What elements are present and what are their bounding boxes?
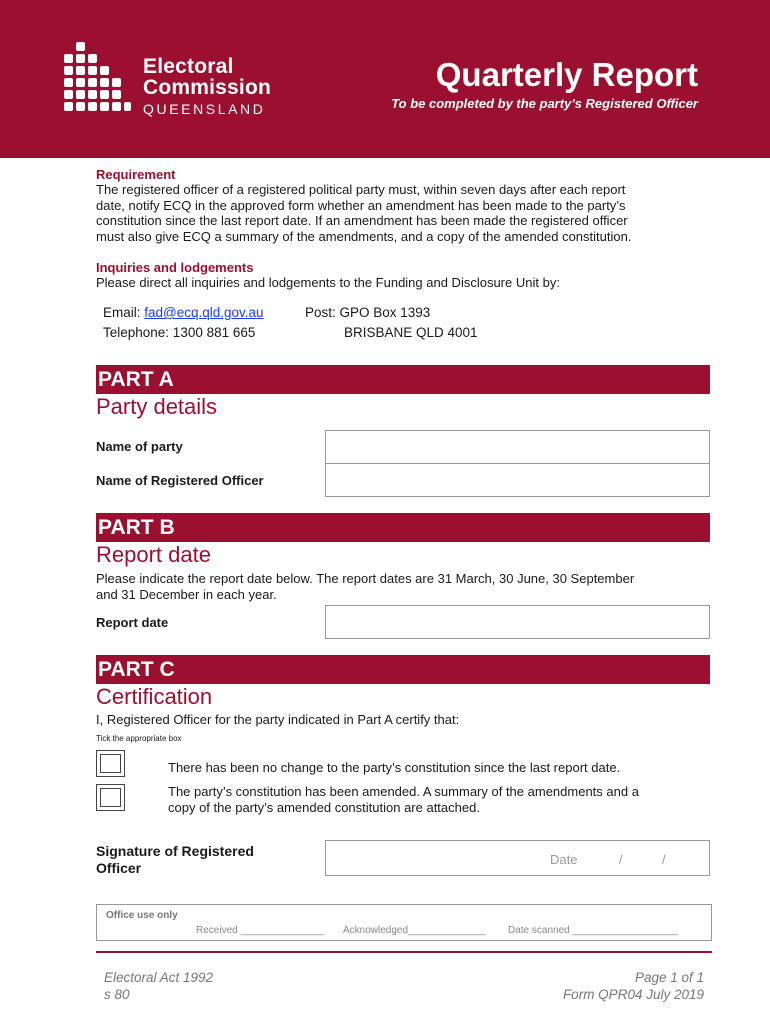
report-date-text — [96, 571, 634, 602]
requirement-line: date, notify ECQ in the approved form whether an amendment has been made to the party’s — [96, 197, 626, 213]
date-separator: / — [619, 852, 623, 867]
date-separator: / — [662, 852, 666, 867]
email-link[interactable]: fad@ecq.qld.gov.au — [144, 305, 264, 320]
telephone-line: Telephone: 1300 881 665 — [103, 325, 256, 340]
signature-label-line: Signature of Registered — [96, 843, 254, 859]
logo-line2: Commission — [143, 76, 272, 99]
part-b-subtitle: Report date — [96, 542, 211, 567]
inquiries-heading: Inquiries and lodgements — [96, 260, 254, 275]
part-a-title: PART A — [98, 368, 174, 391]
requirement-heading: Requirement — [96, 167, 176, 182]
part-b-bar — [96, 513, 710, 542]
date-label: Date — [550, 852, 578, 867]
footer-page: Page 1 of 1 — [634, 970, 704, 985]
amended-checkbox[interactable] — [96, 784, 125, 811]
ecq-logo-icon — [62, 42, 132, 114]
post-line2: BRISBANE QLD 4001 — [344, 325, 478, 340]
report-date-line: and 31 December in each year. — [96, 586, 277, 602]
part-c-bar — [96, 655, 710, 684]
no-change-option-text: There has been no change to the party’s constitution since the last report date. — [168, 760, 621, 775]
document-title: Quarterly Report — [435, 56, 698, 93]
footer-rule — [96, 951, 712, 953]
post-line1: Post: GPO Box 1393 — [305, 305, 431, 320]
signature-label-line: Officer — [96, 860, 142, 876]
requirement-text — [96, 182, 631, 244]
date-scanned-field: Date scanned ___________________ — [508, 925, 679, 936]
signature-label — [96, 843, 254, 877]
document-subtitle: To be completed by the party’s Registered Officer — [391, 96, 698, 111]
logo-wordmark — [143, 56, 271, 117]
inquiries-text: Please direct all inquiries and lodgements to the Funding and Disclosure Unit by: — [96, 275, 560, 290]
header-banner — [0, 0, 770, 158]
report-date-label: Report date — [96, 615, 169, 630]
footer-act: Electoral Act 1992 — [104, 970, 214, 985]
footer-left — [104, 969, 213, 1003]
logo-line1: Electoral — [143, 55, 234, 78]
requirement-line: The registered officer of a registered political party must, within seven days after each report — [96, 182, 626, 197]
amended-option-text — [168, 784, 639, 815]
amended-option-line: The party’s constitution has been amended. A summary of the amendments and a — [168, 784, 639, 799]
footer-right — [563, 969, 704, 1003]
no-change-checkbox[interactable] — [96, 750, 125, 777]
report-date-line: Please indicate the report date below. The report dates are 31 March, 30 June, 30 September — [96, 571, 635, 586]
part-b-title: PART B — [98, 516, 175, 539]
part-c-subtitle: Certification — [96, 684, 213, 709]
email-line — [103, 305, 264, 320]
report-date-field[interactable] — [325, 605, 710, 639]
email-label: Email: — [103, 305, 145, 320]
certification-intro: I, Registered Officer for the party indicated in Part A certify that: — [96, 712, 460, 727]
signature-field[interactable] — [325, 840, 710, 876]
logo-line3: QUEENSLAND — [143, 101, 266, 117]
requirement-line: must also give ECQ a summary of the amendments, and a copy of the amended constitution. — [96, 228, 632, 244]
part-a-subtitle: Party details — [96, 394, 218, 419]
party-name-label: Name of party — [96, 439, 183, 454]
footer-form: Form QPR04 July 2019 — [562, 987, 704, 1002]
officer-name-field[interactable] — [325, 463, 710, 497]
party-name-field[interactable] — [325, 430, 710, 464]
acknowledged-field: Acknowledged______________ — [343, 925, 486, 936]
part-a-bar — [96, 365, 710, 394]
tick-note: Tick the appropriate box — [96, 734, 182, 743]
part-c-title: PART C — [98, 658, 175, 681]
office-use-label: Office use only — [106, 910, 178, 921]
amended-option-line: copy of the party’s amended constitution are attached. — [168, 799, 480, 815]
officer-name-label: Name of Registered Officer — [96, 473, 264, 488]
received-field: Received _______________ — [196, 925, 324, 936]
office-use-box — [96, 904, 712, 941]
requirement-line: constitution since the last report date. If an amendment has been made the registered officer — [96, 213, 628, 228]
footer-section: s 80 — [104, 987, 130, 1002]
